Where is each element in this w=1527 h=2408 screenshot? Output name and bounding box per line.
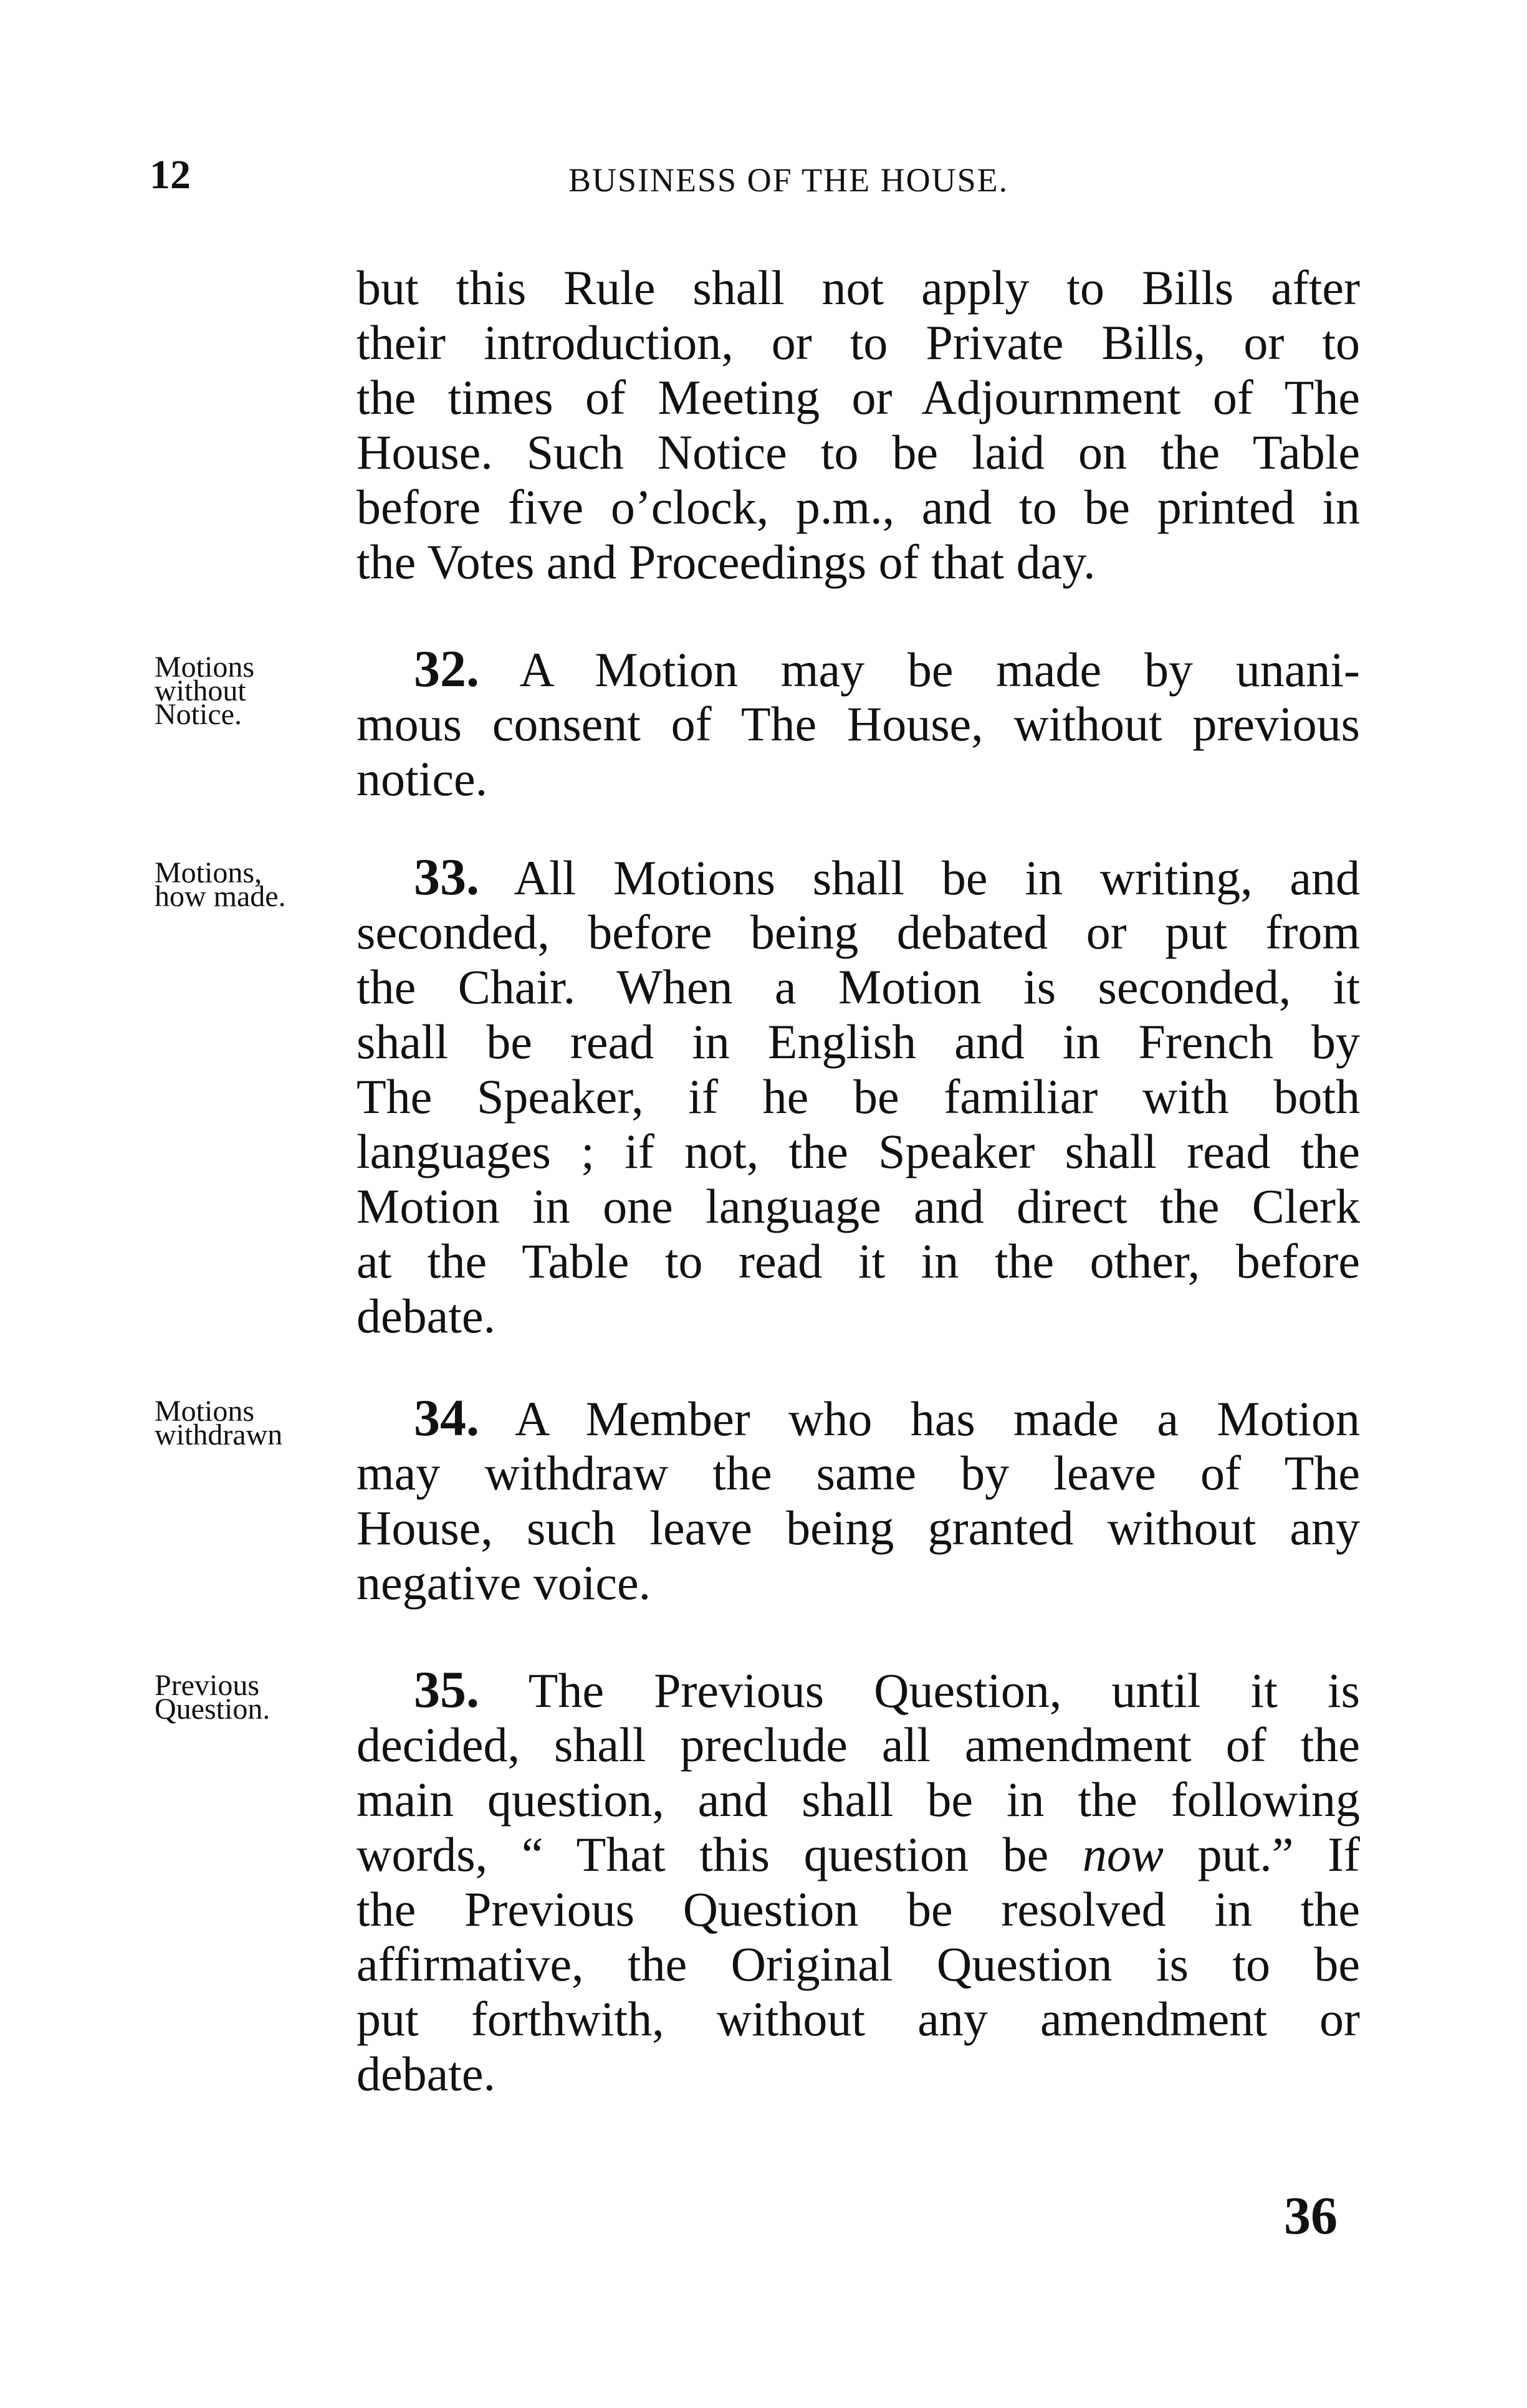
rule-35 — [357, 1663, 1360, 2101]
text-line: House, such leave being granted without any — [357, 1501, 1360, 1555]
quote-before: words, “ That this question be — [357, 1827, 1083, 1881]
text-line: may withdraw the same by leave of The — [357, 1446, 1360, 1500]
sidenote-motions-withdrawn — [155, 1395, 342, 1451]
quote-italic: now — [1082, 1827, 1164, 1881]
sidenote-line: Motions — [155, 1395, 255, 1428]
rule-number: 35. — [414, 1661, 479, 1719]
rule-first-text: A Member who has made a Motion — [515, 1392, 1361, 1446]
text-line: The Speaker, if he be familiar with both — [357, 1069, 1360, 1124]
text-line: put forthwith, without any amendment or — [357, 1992, 1360, 2046]
text-line: but this Rule shall not apply to Bills after — [357, 260, 1360, 315]
sidenote-line: Motions — [155, 651, 255, 684]
text-line: main question, and shall be in the following — [357, 1772, 1360, 1827]
text-line: mous consent of The House, without previous — [357, 697, 1360, 751]
continuation-paragraph — [357, 260, 1360, 590]
text-line: debate. — [357, 2047, 496, 2101]
text-line: the times of Meeting or Adjournment of The — [357, 370, 1360, 424]
rule-first-line — [357, 642, 1360, 697]
text-line: before five o’clock, p.m., and to be printed in — [357, 480, 1360, 534]
text-line: House. Such Notice to be laid on the Table — [357, 425, 1360, 479]
text-line: the Chair. When a Motion is seconded, it — [357, 960, 1360, 1014]
sidenote-line: how made. — [155, 880, 286, 913]
sidenote-line: Question. — [155, 1693, 270, 1726]
sidenote-line: withdrawn — [155, 1418, 283, 1451]
text-line: their introduction, or to Private Bills, or to — [357, 315, 1360, 370]
text-line: at the Table to read it in the other, before — [357, 1234, 1360, 1288]
rule-first-line — [357, 1663, 1360, 1718]
text-line: shall be read in English and in French by — [357, 1015, 1360, 1069]
sidenote-motions-how-made — [155, 856, 342, 913]
rule-number: 34. — [414, 1389, 479, 1447]
rule-first-text: A Motion may be made by unani- — [519, 643, 1360, 697]
rule-first-text: The Previous Question, until it is — [528, 1663, 1361, 1718]
text-line: Motion in one language and direct the Clerk — [357, 1179, 1360, 1233]
sidenote-line: without — [155, 674, 246, 707]
rule-first-line — [357, 1391, 1360, 1446]
running-head: BUSINESS OF THE HOUSE. — [568, 161, 1009, 199]
sidenote-previous-question — [155, 1669, 342, 1726]
text-line: notice. — [357, 752, 488, 806]
quote-line — [357, 1827, 1360, 1882]
sidenote-line: Motions, — [155, 856, 262, 889]
sidenote-line: Previous — [155, 1669, 259, 1702]
sidenote-motions-without-notice — [155, 651, 342, 731]
quote-after: put.” If — [1163, 1827, 1360, 1881]
page-number: 12 — [150, 152, 191, 198]
rule-33 — [357, 850, 1360, 1344]
text-line: the Previous Question be resolved in the — [357, 1882, 1360, 1936]
rule-number: 33. — [414, 848, 479, 906]
text-line: negative voice. — [357, 1555, 651, 1610]
rule-first-text: All Motions shall be in writing, and — [514, 851, 1361, 905]
text-line: languages ; if not, the Speaker shall read the — [357, 1124, 1360, 1178]
rule-first-line — [357, 850, 1360, 905]
signature-mark: 36 — [1284, 2186, 1338, 2245]
rule-number: 32. — [414, 640, 479, 698]
text-line: decided, shall preclude all amendment of the — [357, 1718, 1360, 1772]
rule-34 — [357, 1391, 1360, 1610]
text-line: seconded, before being debated or put from — [357, 905, 1360, 959]
sidenote-line: Notice. — [155, 698, 242, 731]
rule-32 — [357, 642, 1360, 806]
text-line: the Votes and Proceedings of that day. — [357, 535, 1096, 589]
text-line: debate. — [357, 1289, 496, 1343]
text-line: affirmative, the Original Question is to be — [357, 1937, 1360, 1991]
